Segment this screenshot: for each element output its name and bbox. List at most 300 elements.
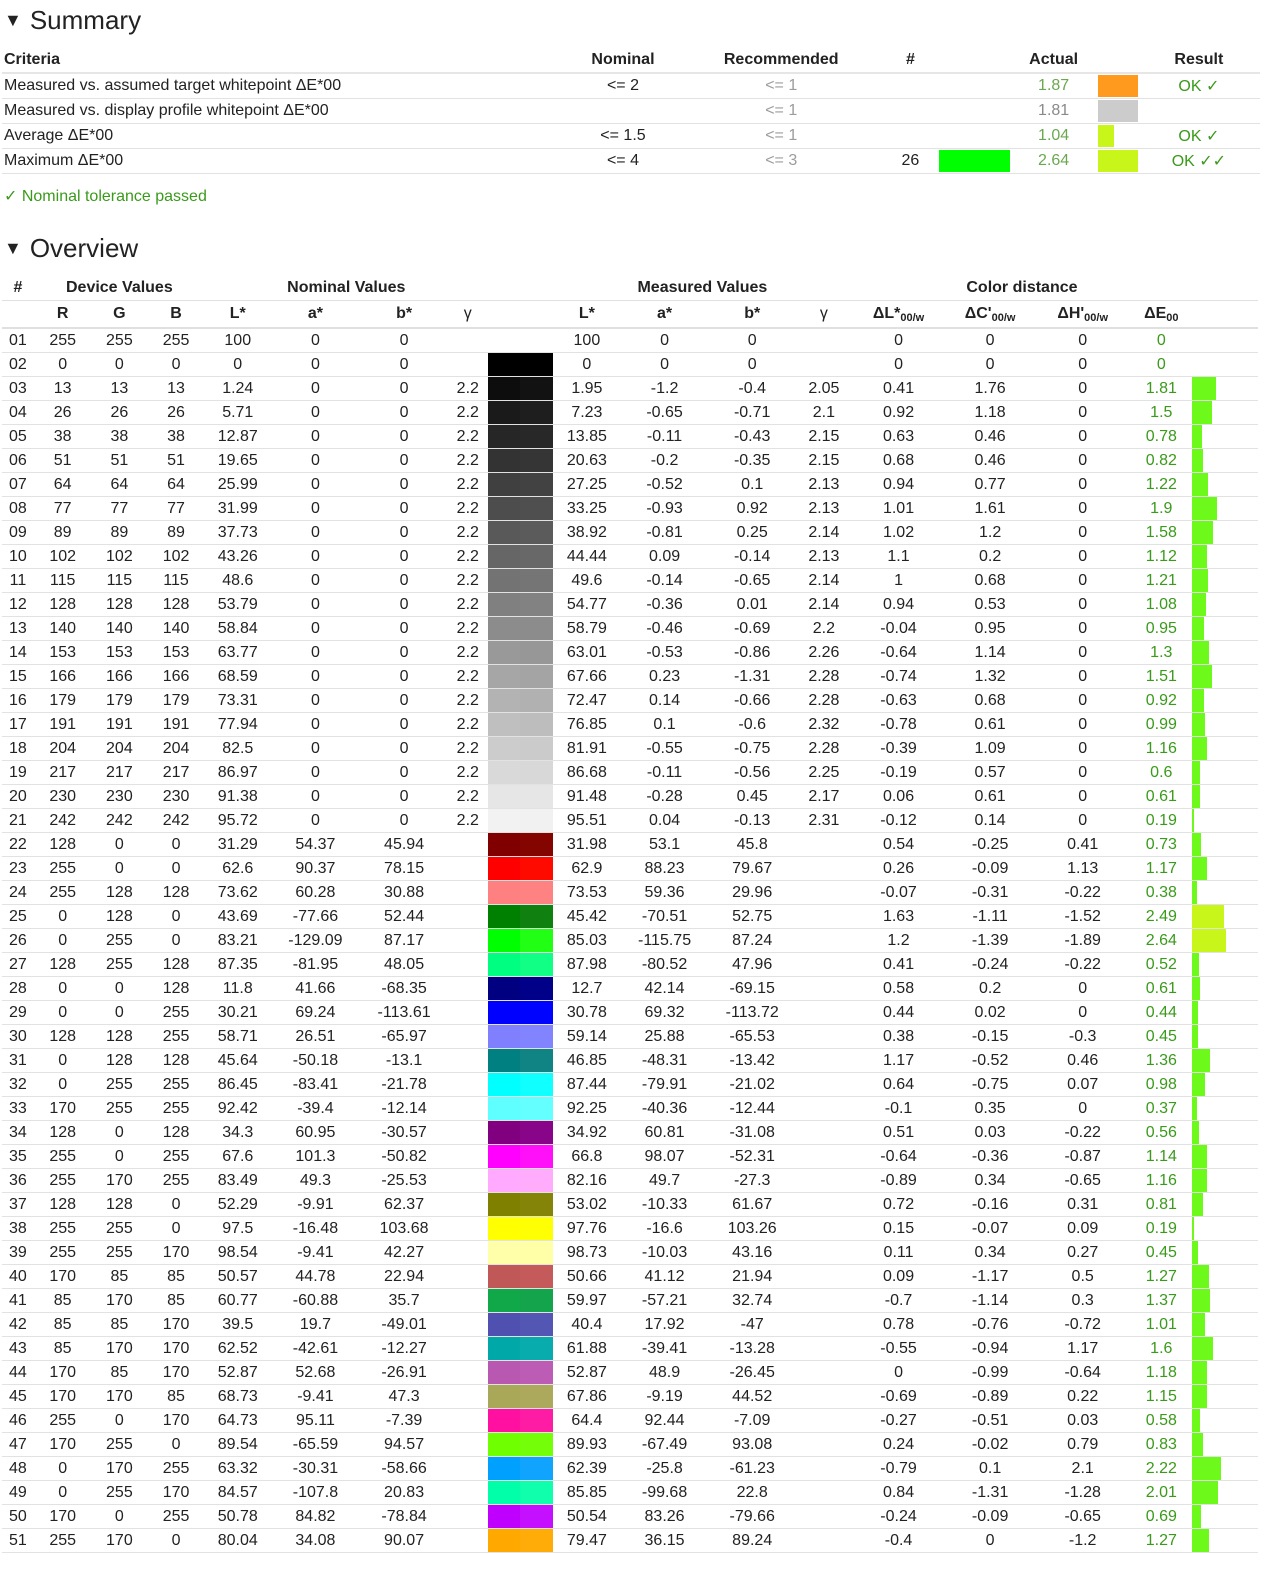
nominal-gamma-cell xyxy=(448,833,488,857)
g-cell: 51 xyxy=(92,449,148,473)
nominal-a-cell: 0 xyxy=(271,737,361,761)
measured-gamma-cell xyxy=(796,1361,852,1385)
measured-gamma-cell xyxy=(796,1097,852,1121)
color-patch-swatch xyxy=(488,473,553,497)
nominal-color-swatch xyxy=(488,689,521,712)
color-patch-swatch xyxy=(488,881,553,905)
summary-table xyxy=(2,48,1260,174)
nominal-b-cell: 0 xyxy=(360,377,448,401)
nominal-color-swatch xyxy=(488,857,521,880)
delta-e-bar-cell xyxy=(1192,665,1258,689)
r-cell: 170 xyxy=(34,1361,92,1385)
nominal-b-cell: 0 xyxy=(360,617,448,641)
measured-color-swatch xyxy=(520,953,553,976)
measured-b-cell: 0.25 xyxy=(708,521,796,545)
measured-l-cell: 67.66 xyxy=(553,665,621,689)
overview-row xyxy=(2,1385,1258,1409)
delta-c-cell: -1.14 xyxy=(945,1289,1035,1313)
measured-color-swatch xyxy=(520,689,553,712)
delta-h-cell: -1.52 xyxy=(1035,905,1131,929)
measured-l-cell: 67.86 xyxy=(553,1385,621,1409)
g-cell: 255 xyxy=(92,1217,148,1241)
summary-title: Summary xyxy=(29,5,142,35)
measured-a-cell: 69.32 xyxy=(621,1001,709,1025)
nominal-color-swatch xyxy=(488,905,521,928)
nominal-b-cell: -113.61 xyxy=(360,1001,448,1025)
g-cell: 85 xyxy=(92,1265,148,1289)
actual-indicator-bar xyxy=(1098,75,1138,97)
patch-num-cell: 34 xyxy=(2,1121,34,1145)
b-cell: 38 xyxy=(147,425,205,449)
delta-c-cell: 0.34 xyxy=(945,1169,1035,1193)
color-patch-swatch xyxy=(488,1409,553,1433)
delta-e-bar-cell xyxy=(1192,497,1258,521)
delta-e-bar-cell xyxy=(1192,905,1258,929)
color-patch-swatch xyxy=(488,1265,553,1289)
patch-num-cell: 29 xyxy=(2,1001,34,1025)
nominal-l-cell: 68.59 xyxy=(205,665,271,689)
nominal-color-swatch xyxy=(488,1025,521,1048)
g-cell: 0 xyxy=(92,353,148,377)
nominal-a-cell: -129.09 xyxy=(271,929,361,953)
color-patch-swatch xyxy=(488,521,553,545)
color-patch-swatch xyxy=(488,497,553,521)
delta-l-cell: 0.06 xyxy=(852,785,946,809)
overview-row xyxy=(2,1049,1258,1073)
color-patch-swatch xyxy=(488,401,553,425)
delta-l-cell: 0.63 xyxy=(852,425,946,449)
delta-h-cell: -1.28 xyxy=(1035,1481,1131,1505)
collapse-triangle-icon[interactable]: ▼ xyxy=(4,10,22,30)
nominal-l-cell: 98.54 xyxy=(205,1241,271,1265)
nominal-color-swatch xyxy=(488,665,521,688)
nominal-l-cell: 83.21 xyxy=(205,929,271,953)
measured-gamma-cell xyxy=(796,953,852,977)
summary-row xyxy=(2,149,1260,174)
delta-e-bar xyxy=(1192,1433,1203,1456)
overview-row xyxy=(2,1169,1258,1193)
measured-color-swatch xyxy=(520,1409,553,1432)
actual-indicator-swatch xyxy=(1098,99,1138,124)
patch-num-cell: 45 xyxy=(2,1385,34,1409)
patch-num-cell: 37 xyxy=(2,1193,34,1217)
overview-row xyxy=(2,641,1258,665)
measured-gamma-cell: 2.1 xyxy=(796,401,852,425)
measured-gamma-cell xyxy=(796,1505,852,1529)
nominal-a-cell: 90.37 xyxy=(271,857,361,881)
color-patch-swatch xyxy=(488,857,553,881)
g-cell: 204 xyxy=(92,737,148,761)
result-cell: OK ✓ xyxy=(1138,73,1260,99)
r-cell: 242 xyxy=(34,809,92,833)
delta-e-bar-cell xyxy=(1192,929,1258,953)
delta-e-bar xyxy=(1192,1001,1198,1024)
r-cell: 0 xyxy=(34,1457,92,1481)
r-cell: 0 xyxy=(34,929,92,953)
measured-gamma-cell: 2.31 xyxy=(796,809,852,833)
b-header: B xyxy=(147,301,205,329)
measured-l-cell: 34.92 xyxy=(553,1121,621,1145)
nominal-color-swatch xyxy=(488,1505,521,1528)
delta-e-bar xyxy=(1192,425,1202,448)
delta-c-cell: 0.95 xyxy=(945,617,1035,641)
delta-h-cell: 0 xyxy=(1035,809,1131,833)
measured-gamma-cell: 2.13 xyxy=(796,473,852,497)
measured-color-swatch xyxy=(520,521,553,544)
nominal-gamma-cell: 2.2 xyxy=(448,809,488,833)
patch-num-cell: 38 xyxy=(2,1217,34,1241)
measured-l-header: L* xyxy=(553,301,621,329)
patch-num-cell: 15 xyxy=(2,665,34,689)
delta-l-cell: 0.26 xyxy=(852,857,946,881)
measured-b-cell: -79.66 xyxy=(708,1505,796,1529)
nominal-b-cell: 42.27 xyxy=(360,1241,448,1265)
delta-e-bar xyxy=(1192,1529,1209,1552)
patch-num-cell: 51 xyxy=(2,1529,34,1553)
delta-e-cell: 2.22 xyxy=(1130,1457,1192,1481)
measured-b-cell: 79.67 xyxy=(708,857,796,881)
b-cell: 51 xyxy=(147,449,205,473)
g-cell: 255 xyxy=(92,1097,148,1121)
b-cell: 255 xyxy=(147,1001,205,1025)
delta-e-bar xyxy=(1192,1049,1210,1072)
b-cell: 255 xyxy=(147,328,205,353)
g-cell: 170 xyxy=(92,1529,148,1553)
nominal-color-swatch xyxy=(488,497,521,520)
patch-num-cell: 07 xyxy=(2,473,34,497)
nominal-color-swatch xyxy=(488,473,521,496)
nominal-a-cell: -60.88 xyxy=(271,1289,361,1313)
measured-gamma-cell xyxy=(796,881,852,905)
g-cell: 255 xyxy=(92,328,148,353)
nominal-a-cell: 0 xyxy=(271,497,361,521)
delta-l-cell: 0.44 xyxy=(852,1001,946,1025)
nominal-l-cell: 0 xyxy=(205,353,271,377)
g-cell: 102 xyxy=(92,545,148,569)
measured-l-cell: 59.97 xyxy=(553,1289,621,1313)
recommended-cell: <= 1 xyxy=(681,99,881,124)
delta-e-cell: 1.5 xyxy=(1130,401,1192,425)
measured-l-cell: 50.54 xyxy=(553,1505,621,1529)
measured-color-swatch xyxy=(520,1361,553,1384)
measured-b-cell: 93.08 xyxy=(708,1433,796,1457)
nominal-b-cell: 22.94 xyxy=(360,1265,448,1289)
g-cell: 255 xyxy=(92,1241,148,1265)
delta-l-cell: 1.02 xyxy=(852,521,946,545)
measured-l-cell: 53.02 xyxy=(553,1193,621,1217)
nominal-gamma-cell xyxy=(448,1097,488,1121)
nominal-l-cell: 91.38 xyxy=(205,785,271,809)
nominal-l-cell: 62.6 xyxy=(205,857,271,881)
delta-c-cell: 0.1 xyxy=(945,1457,1035,1481)
nominal-color-swatch xyxy=(488,1529,521,1552)
b-cell: 85 xyxy=(147,1385,205,1409)
delta-e-cell: 0.58 xyxy=(1130,1409,1192,1433)
delta-e-bar xyxy=(1192,569,1208,592)
measured-gamma-cell xyxy=(796,1409,852,1433)
actual-indicator-swatch xyxy=(1098,124,1138,149)
measured-l-cell: 89.93 xyxy=(553,1433,621,1457)
delta-c-cell: 0.34 xyxy=(945,1241,1035,1265)
measured-color-swatch xyxy=(520,785,553,808)
measured-color-swatch xyxy=(520,1025,553,1048)
measured-b-cell: 44.52 xyxy=(708,1385,796,1409)
color-patch-swatch xyxy=(488,1505,553,1529)
measured-a-cell: -0.81 xyxy=(621,521,709,545)
nominal-gamma-cell xyxy=(448,929,488,953)
criteria-cell: Average ΔE*00 xyxy=(2,124,565,149)
measured-color-swatch xyxy=(520,641,553,664)
collapse-triangle-icon[interactable]: ▼ xyxy=(4,238,22,258)
nominal-gamma-cell xyxy=(448,1433,488,1457)
nominal-l-cell: 19.65 xyxy=(205,449,271,473)
nominal-a-cell: 34.08 xyxy=(271,1529,361,1553)
measured-a-cell: 0.1 xyxy=(621,713,709,737)
measured-b-cell: -69.15 xyxy=(708,977,796,1001)
measured-b-cell: 89.24 xyxy=(708,1529,796,1553)
delta-c-cell: 1.2 xyxy=(945,521,1035,545)
color-patch-swatch xyxy=(488,377,553,401)
delta-e-cell: 0.82 xyxy=(1130,449,1192,473)
measured-b-cell: -0.14 xyxy=(708,545,796,569)
actual-cell: 1.87 xyxy=(1010,73,1098,99)
delta-e-bar-cell xyxy=(1192,1313,1258,1337)
nominal-gamma-cell: 2.2 xyxy=(448,449,488,473)
overview-row xyxy=(2,353,1258,377)
delta-h-cell: -0.22 xyxy=(1035,1121,1131,1145)
g-cell: 128 xyxy=(92,1049,148,1073)
color-patch-swatch xyxy=(488,1241,553,1265)
nominal-l-cell: 63.77 xyxy=(205,641,271,665)
g-cell: 64 xyxy=(92,473,148,497)
measured-a-cell: 25.88 xyxy=(621,1025,709,1049)
patch-num-cell: 50 xyxy=(2,1505,34,1529)
nominal-color-swatch xyxy=(488,977,521,1000)
nominal-a-cell: -65.59 xyxy=(271,1433,361,1457)
delta-e-bar xyxy=(1192,1457,1221,1480)
worst-patch-swatch xyxy=(939,99,1009,124)
delta-l-cell: 0.78 xyxy=(852,1313,946,1337)
nominal-gamma-cell xyxy=(448,1001,488,1025)
delta-c-cell: 0 xyxy=(945,328,1035,353)
measured-b-cell: -12.44 xyxy=(708,1097,796,1121)
delta-e-header: $\Delta E_{00}$ xyxy=(1130,301,1192,329)
measured-color-swatch xyxy=(520,473,553,496)
delta-c-cell: 0.53 xyxy=(945,593,1035,617)
delta-h-cell: 0 xyxy=(1035,1001,1131,1025)
nominal-gamma-cell xyxy=(448,953,488,977)
delta-l-cell: -0.27 xyxy=(852,1409,946,1433)
nominal-l-cell: 25.99 xyxy=(205,473,271,497)
nominal-a-cell: 0 xyxy=(271,713,361,737)
measured-a-cell: 98.07 xyxy=(621,1145,709,1169)
nominal-gamma-cell xyxy=(448,1385,488,1409)
r-cell: 89 xyxy=(34,521,92,545)
delta-l-cell: -0.7 xyxy=(852,1289,946,1313)
nominal-gamma-cell xyxy=(448,353,488,377)
nominal-l-cell: 92.42 xyxy=(205,1097,271,1121)
nominal-b-header: b* xyxy=(360,301,448,329)
nominal-b-cell: -13.1 xyxy=(360,1049,448,1073)
measured-b-cell: -47 xyxy=(708,1313,796,1337)
nominal-gamma-cell xyxy=(448,1121,488,1145)
measured-a-cell: -99.68 xyxy=(621,1481,709,1505)
delta-e-bar xyxy=(1192,761,1200,784)
delta-l-cell: -0.74 xyxy=(852,665,946,689)
delta-e-bar-cell xyxy=(1192,1505,1258,1529)
patch-num-cell: 21 xyxy=(2,809,34,833)
patch-num-cell: 49 xyxy=(2,1481,34,1505)
delta-e-bar xyxy=(1192,1481,1218,1504)
b-cell: 115 xyxy=(147,569,205,593)
result-cell xyxy=(1138,99,1260,124)
delta-e-bar xyxy=(1192,545,1207,568)
b-cell: 170 xyxy=(147,1241,205,1265)
summary-section-header[interactable] xyxy=(0,0,141,40)
measured-gamma-cell xyxy=(796,1241,852,1265)
delta-l-cell: 0 xyxy=(852,1361,946,1385)
nominal-color-swatch xyxy=(488,785,521,808)
g-cell: 38 xyxy=(92,425,148,449)
overview-section-header[interactable] xyxy=(0,228,138,268)
overview-row xyxy=(2,665,1258,689)
measured-l-cell: 92.25 xyxy=(553,1097,621,1121)
measured-a-cell: -39.41 xyxy=(621,1337,709,1361)
nominal-a-cell: 69.24 xyxy=(271,1001,361,1025)
delta-c-cell: -0.94 xyxy=(945,1337,1035,1361)
color-patch-swatch xyxy=(488,977,553,1001)
nominal-gamma-cell xyxy=(448,1505,488,1529)
color-patch-swatch xyxy=(488,1337,553,1361)
r-cell: 0 xyxy=(34,1073,92,1097)
measured-color-swatch xyxy=(520,665,553,688)
delta-c-cell: -0.24 xyxy=(945,953,1035,977)
measured-values-header: Measured Values xyxy=(553,276,852,301)
delta-c-cell: -1.17 xyxy=(945,1265,1035,1289)
b-cell: 170 xyxy=(147,1361,205,1385)
measured-b-cell: -0.43 xyxy=(708,425,796,449)
measured-a-cell: 60.81 xyxy=(621,1121,709,1145)
measured-a-cell: -0.55 xyxy=(621,737,709,761)
measured-gamma-cell xyxy=(796,929,852,953)
measured-l-cell: 45.42 xyxy=(553,905,621,929)
measured-gamma-cell: 2.28 xyxy=(796,737,852,761)
color-patch-swatch xyxy=(488,1313,553,1337)
nominal-gamma-cell xyxy=(448,1049,488,1073)
r-cell: 128 xyxy=(34,1193,92,1217)
patch-num-cell: 11 xyxy=(2,569,34,593)
r-cell: 255 xyxy=(34,1169,92,1193)
delta-e-cell: 0.45 xyxy=(1130,1025,1192,1049)
measured-l-cell: 66.8 xyxy=(553,1145,621,1169)
measured-color-swatch xyxy=(520,353,553,376)
measured-a-cell: 48.9 xyxy=(621,1361,709,1385)
measured-l-cell: 97.76 xyxy=(553,1217,621,1241)
g-cell: 140 xyxy=(92,617,148,641)
delta-e-cell: 2.49 xyxy=(1130,905,1192,929)
g-cell: 0 xyxy=(92,1121,148,1145)
delta-l-cell: -0.39 xyxy=(852,737,946,761)
nominal-gamma-cell xyxy=(448,1193,488,1217)
recommended-cell: <= 3 xyxy=(681,149,881,174)
measured-gamma-cell: 2.13 xyxy=(796,545,852,569)
nominal-a-cell: 0 xyxy=(271,761,361,785)
patch-num-cell: 48 xyxy=(2,1457,34,1481)
measured-a-cell: 53.1 xyxy=(621,833,709,857)
measured-gamma-cell: 2.28 xyxy=(796,689,852,713)
nominal-b-cell: 94.57 xyxy=(360,1433,448,1457)
patch-number-cell xyxy=(881,99,939,124)
measured-l-cell: 50.66 xyxy=(553,1265,621,1289)
delta-e-bar-cell xyxy=(1192,545,1258,569)
measured-color-swatch xyxy=(520,1097,553,1120)
patch-num-cell: 27 xyxy=(2,953,34,977)
measured-a-cell: -67.49 xyxy=(621,1433,709,1457)
nominal-b-cell: 0 xyxy=(360,593,448,617)
measured-b-cell: 47.96 xyxy=(708,953,796,977)
measured-l-cell: 85.85 xyxy=(553,1481,621,1505)
delta-l-cell: 0.92 xyxy=(852,401,946,425)
delta-h-cell: 0 xyxy=(1035,593,1131,617)
nominal-gamma-cell xyxy=(448,328,488,353)
nominal-color-swatch xyxy=(488,881,521,904)
delta-e-cell: 0.19 xyxy=(1130,809,1192,833)
patch-num-cell: 40 xyxy=(2,1265,34,1289)
delta-l-cell: 0 xyxy=(852,353,946,377)
nominal-l-cell: 52.29 xyxy=(205,1193,271,1217)
nominal-l-cell: 1.24 xyxy=(205,377,271,401)
measured-b-cell: -0.13 xyxy=(708,809,796,833)
nominal-a-cell: 60.95 xyxy=(271,1121,361,1145)
measured-color-swatch xyxy=(520,1169,553,1192)
delta-e-bar xyxy=(1192,1217,1194,1240)
g-cell: 85 xyxy=(92,1361,148,1385)
measured-color-swatch xyxy=(520,881,553,904)
delta-l-cell: 0.54 xyxy=(852,833,946,857)
delta-h-cell: 0 xyxy=(1035,377,1131,401)
nominal-b-cell: 87.17 xyxy=(360,929,448,953)
patch-num-cell: 26 xyxy=(2,929,34,953)
overview-row xyxy=(2,1481,1258,1505)
measured-b-cell: -31.08 xyxy=(708,1121,796,1145)
b-cell: 255 xyxy=(147,1145,205,1169)
measured-color-swatch xyxy=(520,1049,553,1072)
measured-a-cell: -0.46 xyxy=(621,617,709,641)
delta-h-cell: 0 xyxy=(1035,665,1131,689)
nominal-l-cell: 58.84 xyxy=(205,617,271,641)
delta-h-cell: 0.27 xyxy=(1035,1241,1131,1265)
color-patch-swatch xyxy=(488,1289,553,1313)
patch-number-cell: 26 xyxy=(881,149,939,174)
measured-l-cell: 86.68 xyxy=(553,761,621,785)
overview-row xyxy=(2,713,1258,737)
measured-b-cell: -0.6 xyxy=(708,713,796,737)
delta-c-cell: 0.68 xyxy=(945,689,1035,713)
overview-row xyxy=(2,1313,1258,1337)
measured-a-cell: -0.14 xyxy=(621,569,709,593)
delta-l-cell: -0.64 xyxy=(852,1145,946,1169)
nominal-b-cell: 45.94 xyxy=(360,833,448,857)
b-cell: 255 xyxy=(147,1073,205,1097)
measured-gamma-cell: 2.28 xyxy=(796,665,852,689)
measured-b-cell: 45.8 xyxy=(708,833,796,857)
color-patch-swatch xyxy=(488,1025,553,1049)
delta-h-cell: 0 xyxy=(1035,1097,1131,1121)
delta-l-cell: 0.94 xyxy=(852,473,946,497)
g-cell: 128 xyxy=(92,1193,148,1217)
r-cell: 102 xyxy=(34,545,92,569)
delta-c-cell: 1.14 xyxy=(945,641,1035,665)
